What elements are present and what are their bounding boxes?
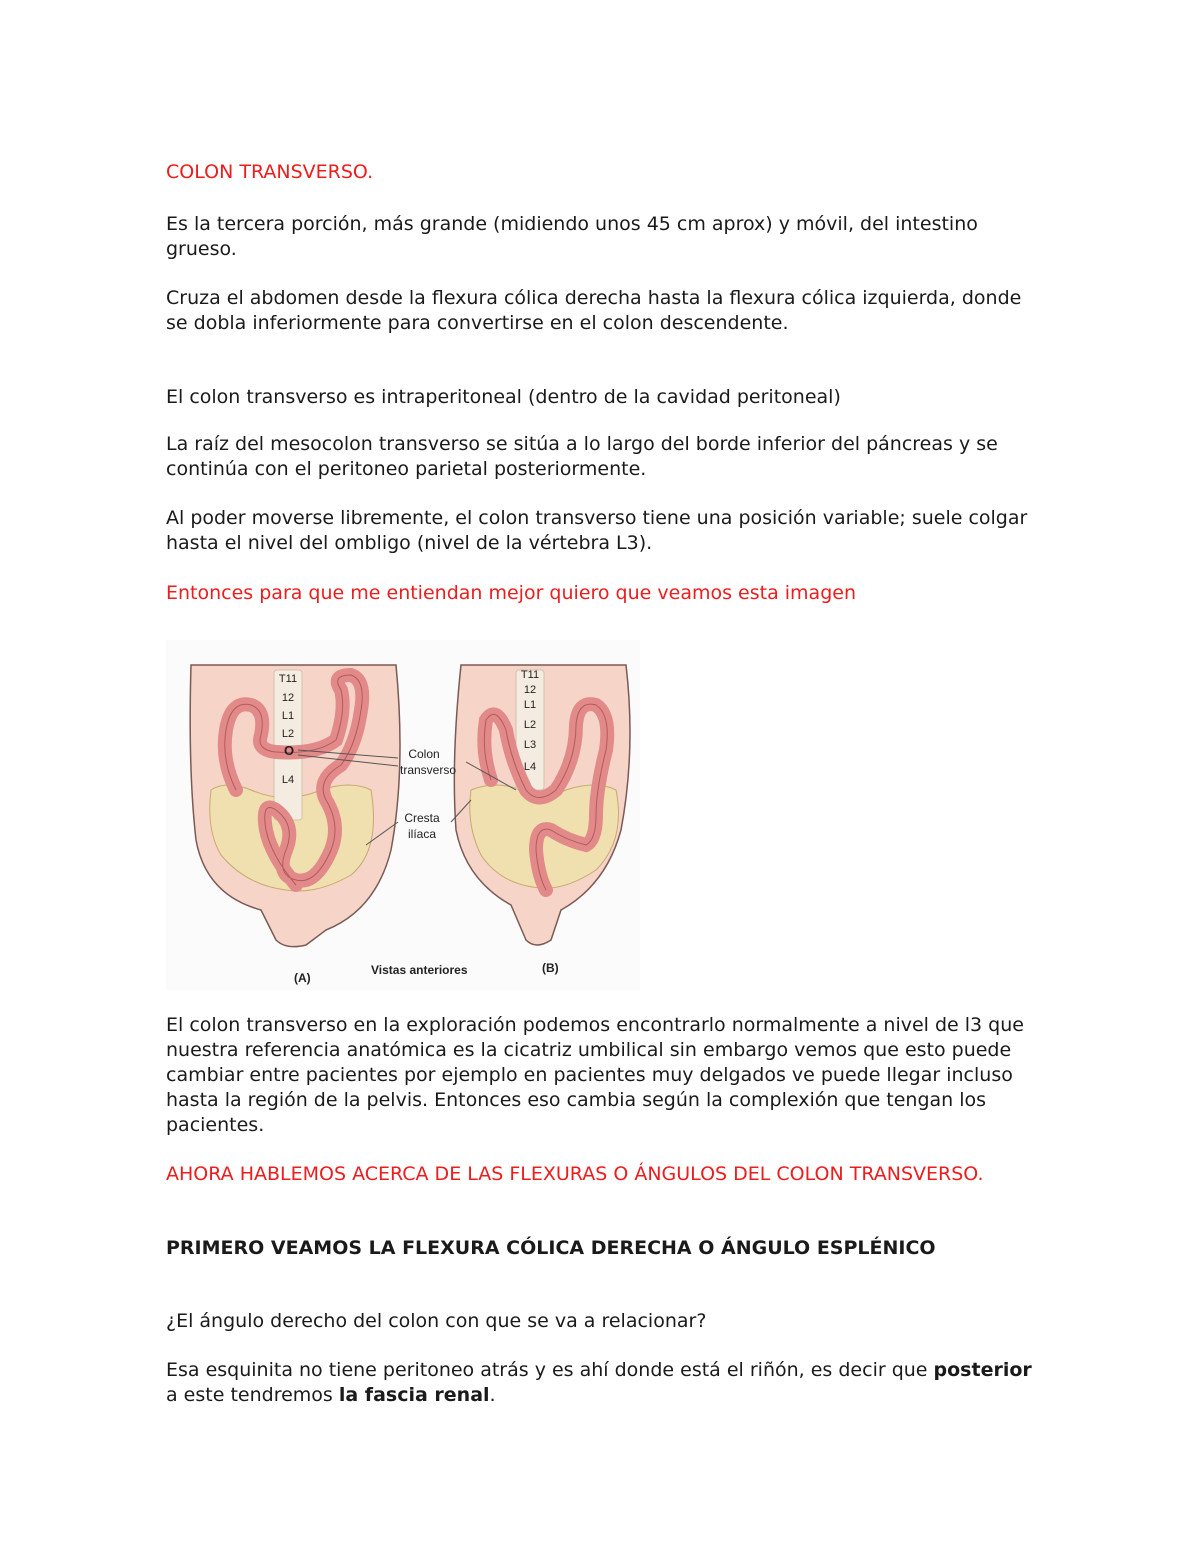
vertebra-b-0: T11: [520, 669, 540, 681]
vertebra-b-5: L4: [523, 761, 537, 773]
vertebra-b-2: L1: [523, 699, 537, 711]
anatomy-figure: [166, 640, 640, 990]
vertebra-a-3: L2: [281, 728, 295, 740]
anatomy-illustration: [166, 640, 640, 990]
paragraph-10-text-a: Esa esquinita no tiene peritoneo atrás y es ahí donde está el riñón, es decir que: [166, 1359, 934, 1381]
vertebra-a-1: 12: [281, 692, 295, 704]
paragraph-8: AHORA HABLEMOS ACERCA DE LAS FLEXURAS O ÁNGULOS DEL COLON TRANSVERSO.: [166, 1163, 984, 1185]
paragraph-7: El colon transverso en la exploración podemos encontrarlo normalmente a nivel de l3 que nuestra referencia anatómica es la cicatriz umbilical sin embargo vemos que esto puede cambiar entre pacientes por ejemplo en pacientes muy delgados ve puede llegar incluso hasta la región de la pelvis. Entonces eso cambia según la complexión que tengan los pacientes.: [166, 1014, 1024, 1136]
paragraph-10-bold-fascia: la fascia renal: [338, 1384, 490, 1406]
vertebra-b-4: L3: [523, 739, 537, 751]
vertebra-a-2: L1: [281, 710, 295, 722]
caption-a: (A): [294, 971, 311, 985]
label-colon-line2: transverso: [399, 763, 457, 777]
paragraph-10: [166, 1358, 1046, 1408]
vertebra-b-1: 12: [523, 684, 537, 696]
document-title: COLON TRANSVERSO.: [166, 161, 374, 183]
vertebra-a-0: T11: [278, 673, 298, 685]
paragraph-10-bold-posterior: posterior: [933, 1359, 1032, 1381]
label-cresta-line2: ilíaca: [407, 827, 437, 841]
label-colon-line1: Colon: [408, 747, 440, 761]
paragraph-6: Entonces para que me entiendan mejor quiero que veamos esta imagen: [166, 582, 856, 604]
label-cresta-line1: Cresta: [404, 811, 440, 825]
vertebra-a-4: L4: [281, 774, 295, 786]
caption-center: Vistas anteriores: [371, 963, 468, 977]
paragraph-3: El colon transverso es intraperitoneal (dentro de la cavidad peritoneal): [166, 386, 841, 408]
paragraph-10-text-c: a este tendremos: [166, 1384, 339, 1406]
paragraph-2: Cruza el abdomen desde la flexura cólica derecha hasta la flexura cólica izquierda, donde se dobla inferiormente para convertirse en el colon descendente.: [166, 287, 1022, 334]
paragraph-10-text-e: .: [489, 1384, 496, 1406]
umbilicus-marker: O: [283, 743, 295, 758]
caption-b: (B): [542, 961, 559, 975]
paragraph-1: Es la tercera porción, más grande (midiendo unos 45 cm aprox) y móvil, del intestino grueso.: [166, 213, 978, 260]
paragraph-5: Al poder moverse libremente, el colon transverso tiene una posición variable; suele colgar hasta el nivel del ombligo (nivel de la vértebra L3).: [166, 507, 1028, 554]
paragraph-9: ¿El ángulo derecho del colon con que se va a relacionar?: [166, 1310, 707, 1332]
vertebra-b-3: L2: [523, 719, 537, 731]
paragraph-4: La raíz del mesocolon transverso se sitúa a lo largo del borde inferior del páncreas y se continúa con el peritoneo parietal posteriormente.: [166, 433, 998, 480]
section-heading: PRIMERO VEAMOS LA FLEXURA CÓLICA DERECHA O ÁNGULO ESPLÉNICO: [166, 1237, 936, 1259]
